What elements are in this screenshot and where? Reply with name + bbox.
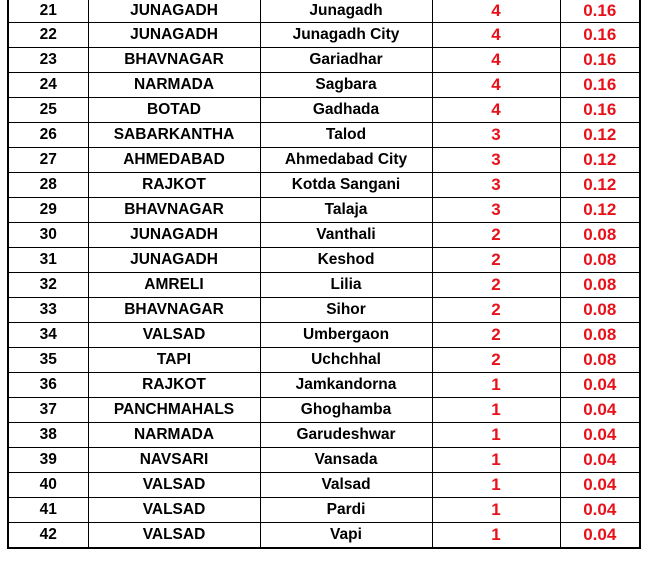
percent-cell: 0.08 bbox=[560, 223, 640, 248]
district-cell: NARMADA bbox=[88, 73, 260, 98]
taluka-cell: Gadhada bbox=[260, 98, 432, 123]
serial-number-cell: 39 bbox=[8, 448, 88, 473]
district-cell: BHAVNAGAR bbox=[88, 48, 260, 73]
percent-cell: 0.08 bbox=[560, 248, 640, 273]
table-row bbox=[8, 473, 640, 498]
district-cell: BOTAD bbox=[88, 98, 260, 123]
serial-number-cell: 32 bbox=[8, 273, 88, 298]
district-cell: BHAVNAGAR bbox=[88, 298, 260, 323]
percent-cell: 0.16 bbox=[560, 73, 640, 98]
data-table-container bbox=[7, 0, 641, 549]
percent-cell: 0.16 bbox=[560, 23, 640, 48]
taluka-cell: Ghoghamba bbox=[260, 398, 432, 423]
count-cell: 1 bbox=[432, 398, 560, 423]
serial-number-cell: 21 bbox=[8, 0, 88, 23]
count-cell: 2 bbox=[432, 323, 560, 348]
table-row bbox=[8, 448, 640, 473]
district-cell: PANCHMAHALS bbox=[88, 398, 260, 423]
count-cell: 4 bbox=[432, 73, 560, 98]
taluka-cell: Garudeshwar bbox=[260, 423, 432, 448]
table-row bbox=[8, 523, 640, 549]
serial-number-cell: 40 bbox=[8, 473, 88, 498]
table-row bbox=[8, 198, 640, 223]
percent-cell: 0.08 bbox=[560, 298, 640, 323]
serial-number-cell: 30 bbox=[8, 223, 88, 248]
percent-cell: 0.16 bbox=[560, 98, 640, 123]
serial-number-cell: 37 bbox=[8, 398, 88, 423]
taluka-cell: Talod bbox=[260, 123, 432, 148]
serial-number-cell: 31 bbox=[8, 248, 88, 273]
count-cell: 4 bbox=[432, 0, 560, 23]
table-row bbox=[8, 348, 640, 373]
percent-cell: 0.12 bbox=[560, 148, 640, 173]
district-cell: BHAVNAGAR bbox=[88, 198, 260, 223]
taluka-cell: Umbergaon bbox=[260, 323, 432, 348]
taluka-cell: Uchchhal bbox=[260, 348, 432, 373]
taluka-cell: Vanthali bbox=[260, 223, 432, 248]
table-row bbox=[8, 123, 640, 148]
count-cell: 3 bbox=[432, 173, 560, 198]
serial-number-cell: 23 bbox=[8, 48, 88, 73]
table-row bbox=[8, 273, 640, 298]
taluka-cell: Talaja bbox=[260, 198, 432, 223]
table-row bbox=[8, 98, 640, 123]
count-cell: 3 bbox=[432, 148, 560, 173]
serial-number-cell: 24 bbox=[8, 73, 88, 98]
percent-cell: 0.08 bbox=[560, 273, 640, 298]
serial-number-cell: 42 bbox=[8, 523, 88, 549]
taluka-cell: Jamkandorna bbox=[260, 373, 432, 398]
serial-number-cell: 29 bbox=[8, 198, 88, 223]
serial-number-cell: 27 bbox=[8, 148, 88, 173]
percent-cell: 0.04 bbox=[560, 473, 640, 498]
count-cell: 2 bbox=[432, 298, 560, 323]
district-cell: RAJKOT bbox=[88, 373, 260, 398]
percent-cell: 0.12 bbox=[560, 123, 640, 148]
taluka-cell: Vapi bbox=[260, 523, 432, 549]
taluka-cell: Junagadh City bbox=[260, 23, 432, 48]
taluka-cell: Pardi bbox=[260, 498, 432, 523]
taluka-cell: Ahmedabad City bbox=[260, 148, 432, 173]
percent-cell: 0.12 bbox=[560, 173, 640, 198]
taluka-cell: Lilia bbox=[260, 273, 432, 298]
percent-cell: 0.16 bbox=[560, 0, 640, 23]
serial-number-cell: 36 bbox=[8, 373, 88, 398]
district-cell: VALSAD bbox=[88, 473, 260, 498]
serial-number-cell: 34 bbox=[8, 323, 88, 348]
table-row bbox=[8, 423, 640, 448]
district-cell: TAPI bbox=[88, 348, 260, 373]
taluka-cell: Sagbara bbox=[260, 73, 432, 98]
district-cell: VALSAD bbox=[88, 498, 260, 523]
table-row bbox=[8, 248, 640, 273]
count-cell: 1 bbox=[432, 473, 560, 498]
count-cell: 4 bbox=[432, 98, 560, 123]
count-cell: 3 bbox=[432, 123, 560, 148]
district-cell: VALSAD bbox=[88, 323, 260, 348]
count-cell: 1 bbox=[432, 373, 560, 398]
table-row bbox=[8, 48, 640, 73]
district-cell: SABARKANTHA bbox=[88, 123, 260, 148]
taluka-cell: Valsad bbox=[260, 473, 432, 498]
taluka-cell: Keshod bbox=[260, 248, 432, 273]
district-cell: VALSAD bbox=[88, 523, 260, 549]
count-cell: 2 bbox=[432, 273, 560, 298]
percent-cell: 0.16 bbox=[560, 48, 640, 73]
count-cell: 1 bbox=[432, 423, 560, 448]
table-row bbox=[8, 0, 640, 23]
percent-cell: 0.04 bbox=[560, 523, 640, 549]
count-cell: 4 bbox=[432, 48, 560, 73]
table-row bbox=[8, 148, 640, 173]
percent-cell: 0.04 bbox=[560, 398, 640, 423]
serial-number-cell: 38 bbox=[8, 423, 88, 448]
serial-number-cell: 41 bbox=[8, 498, 88, 523]
district-cell: NAVSARI bbox=[88, 448, 260, 473]
percent-cell: 0.04 bbox=[560, 423, 640, 448]
serial-number-cell: 22 bbox=[8, 23, 88, 48]
count-cell: 1 bbox=[432, 498, 560, 523]
table-body bbox=[8, 0, 640, 548]
serial-number-cell: 26 bbox=[8, 123, 88, 148]
percent-cell: 0.04 bbox=[560, 498, 640, 523]
count-cell: 2 bbox=[432, 348, 560, 373]
table-row bbox=[8, 298, 640, 323]
percent-cell: 0.08 bbox=[560, 323, 640, 348]
taluka-count-table bbox=[7, 0, 641, 549]
count-cell: 1 bbox=[432, 523, 560, 549]
district-cell: JUNAGADH bbox=[88, 223, 260, 248]
district-cell: NARMADA bbox=[88, 423, 260, 448]
taluka-cell: Vansada bbox=[260, 448, 432, 473]
count-cell: 2 bbox=[432, 248, 560, 273]
district-cell: RAJKOT bbox=[88, 173, 260, 198]
serial-number-cell: 33 bbox=[8, 298, 88, 323]
serial-number-cell: 35 bbox=[8, 348, 88, 373]
district-cell: JUNAGADH bbox=[88, 0, 260, 23]
count-cell: 2 bbox=[432, 223, 560, 248]
district-cell: AHMEDABAD bbox=[88, 148, 260, 173]
percent-cell: 0.04 bbox=[560, 373, 640, 398]
table-row bbox=[8, 23, 640, 48]
serial-number-cell: 28 bbox=[8, 173, 88, 198]
table-row bbox=[8, 323, 640, 348]
table-row bbox=[8, 373, 640, 398]
table-row bbox=[8, 398, 640, 423]
percent-cell: 0.08 bbox=[560, 348, 640, 373]
table-row bbox=[8, 173, 640, 198]
taluka-cell: Junagadh bbox=[260, 0, 432, 23]
count-cell: 1 bbox=[432, 448, 560, 473]
district-cell: JUNAGADH bbox=[88, 23, 260, 48]
district-cell: AMRELI bbox=[88, 273, 260, 298]
table-row bbox=[8, 223, 640, 248]
taluka-cell: Kotda Sangani bbox=[260, 173, 432, 198]
percent-cell: 0.12 bbox=[560, 198, 640, 223]
percent-cell: 0.04 bbox=[560, 448, 640, 473]
taluka-cell: Gariadhar bbox=[260, 48, 432, 73]
table-row bbox=[8, 498, 640, 523]
table-row bbox=[8, 73, 640, 98]
taluka-cell: Sihor bbox=[260, 298, 432, 323]
count-cell: 4 bbox=[432, 23, 560, 48]
count-cell: 3 bbox=[432, 198, 560, 223]
district-cell: JUNAGADH bbox=[88, 248, 260, 273]
serial-number-cell: 25 bbox=[8, 98, 88, 123]
